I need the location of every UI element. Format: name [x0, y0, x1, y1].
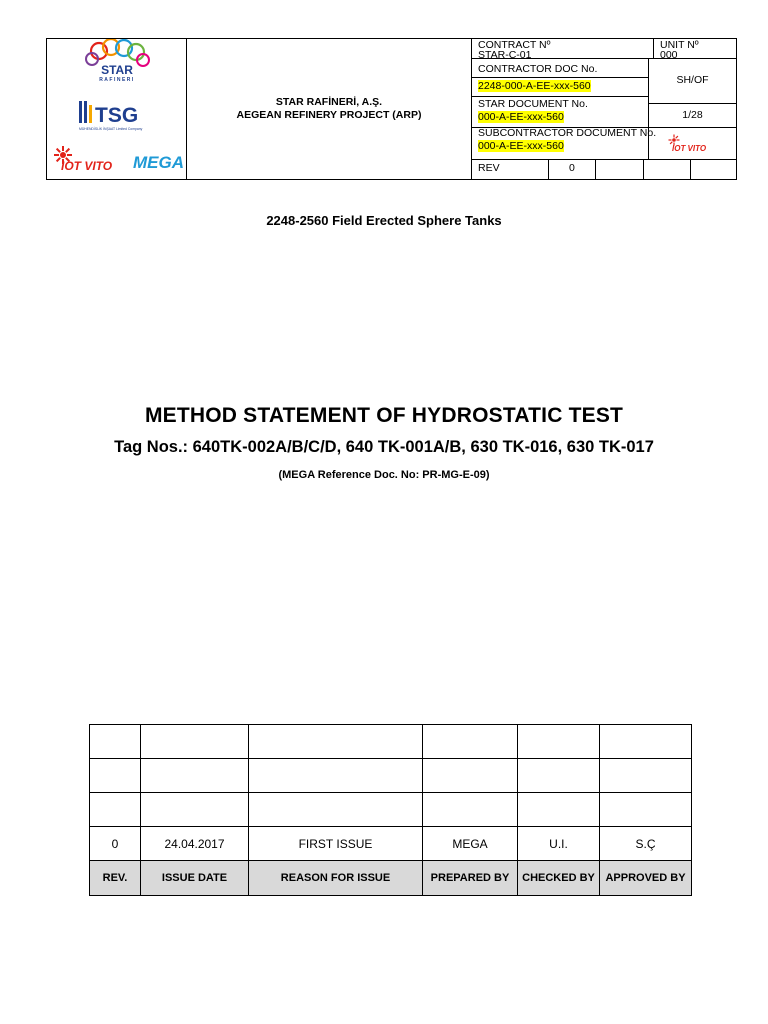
divider	[471, 39, 472, 179]
column-header-issue-date: ISSUE DATE	[141, 861, 249, 896]
tsg-logo-text: TSG	[95, 104, 139, 127]
page-number: 1/28	[682, 108, 703, 121]
table-cell	[141, 725, 249, 759]
column-header-approved-by: APPROVED BY	[600, 861, 692, 896]
approved-by-cell: S.Ç	[600, 827, 692, 861]
revision-table	[89, 724, 692, 896]
divider	[548, 159, 549, 179]
table-cell	[90, 793, 141, 827]
tag-numbers: Tag Nos.: 640TK-002A/B/C/D, 640 TK-001A/B, 630 TK-016, 630 TK-017	[114, 438, 654, 456]
divider	[471, 77, 648, 78]
table-cell	[249, 759, 423, 793]
project-name: AEGEAN REFINERY PROJECT (ARP)	[236, 109, 422, 121]
table-cell	[600, 759, 692, 793]
divider	[595, 159, 596, 179]
table-cell	[249, 793, 423, 827]
subcontractor-logo	[648, 127, 737, 159]
table-cell	[423, 759, 518, 793]
contract-label: CONTRACT Nº	[478, 39, 551, 51]
star-doc-value: 000-A-EE-xxx-560	[478, 111, 564, 123]
tsg-logo-icon	[79, 101, 143, 131]
contract-value: STAR-C-01	[478, 49, 532, 61]
column-header-rev: REV.	[90, 861, 141, 896]
iotvito-logo-icon	[54, 146, 113, 173]
company-name: STAR RAFİNERİ, A.Ş.	[275, 96, 383, 108]
column-header-checked-by: CHECKED BY	[518, 861, 600, 896]
issue-date-cell: 24.04.2017	[141, 827, 249, 861]
contractor-doc-label: CONTRACTOR DOC No.	[478, 63, 598, 75]
table-row	[90, 827, 692, 861]
column-header-reason: REASON FOR ISSUE	[249, 861, 423, 896]
table-cell	[90, 759, 141, 793]
unit-value: 000	[660, 49, 678, 61]
table-row	[90, 725, 692, 759]
divider	[471, 159, 737, 160]
sh-of-label: SH/OF	[676, 74, 709, 86]
rev-value: 0	[569, 162, 575, 174]
star-logo-icon	[86, 39, 149, 83]
star-logo-text: STAR	[101, 63, 133, 77]
mega-logo-icon	[133, 153, 184, 172]
table-cell	[141, 793, 249, 827]
table-cell	[600, 725, 692, 759]
tsg-logo-subtext: MÜHENDİSLİK İNŞAAT Limited Company	[79, 127, 143, 131]
iotvito-logo-text: IOT VITO	[61, 159, 113, 173]
table-cell	[423, 725, 518, 759]
star-logo-subtext: RAFINERI	[99, 77, 135, 83]
logos-column	[47, 39, 187, 179]
document-header	[46, 38, 737, 180]
project-title: 2248-2560 Field Erected Sphere Tanks	[266, 213, 502, 228]
table-row	[90, 793, 692, 827]
table-cell	[600, 793, 692, 827]
rev-number-cell: 0	[90, 827, 141, 861]
mega-logo-text: MEGA	[133, 153, 184, 172]
subcontractor-doc-value: 000-A-EE-xxx-560	[478, 140, 564, 152]
company-logos	[47, 39, 187, 179]
divider	[471, 96, 648, 97]
divider	[643, 159, 644, 179]
table-header-row	[90, 861, 692, 896]
company-name-block	[187, 39, 471, 179]
table-cell	[518, 725, 600, 759]
column-header-prepared-by: PREPARED BY	[423, 861, 518, 896]
table-cell	[141, 759, 249, 793]
iotvito-small-text: IOT VITO	[672, 144, 707, 153]
table-cell	[423, 793, 518, 827]
reference-doc: (MEGA Reference Doc. No: PR-MG-E-09)	[278, 469, 490, 481]
table-cell	[249, 725, 423, 759]
iotvito-small-logo-icon	[648, 127, 737, 159]
star-doc-label: STAR DOCUMENT No.	[478, 98, 588, 110]
reason-cell: FIRST ISSUE	[249, 827, 423, 861]
rev-label: REV	[478, 162, 500, 174]
table-cell	[518, 793, 600, 827]
subcontractor-doc-label: SUBCONTRACTOR DOCUMENT No.	[478, 127, 657, 139]
table-cell	[90, 725, 141, 759]
divider	[690, 159, 691, 179]
contractor-doc-value: 2248-000-A-EE-xxx-560	[478, 80, 591, 92]
unit-label: UNIT Nº	[660, 39, 699, 51]
table-row	[90, 759, 692, 793]
checked-by-cell: U.I.	[518, 827, 600, 861]
prepared-by-cell: MEGA	[423, 827, 518, 861]
divider	[653, 39, 654, 58]
table-cell	[518, 759, 600, 793]
document-title: METHOD STATEMENT OF HYDROSTATIC TEST	[144, 404, 624, 427]
